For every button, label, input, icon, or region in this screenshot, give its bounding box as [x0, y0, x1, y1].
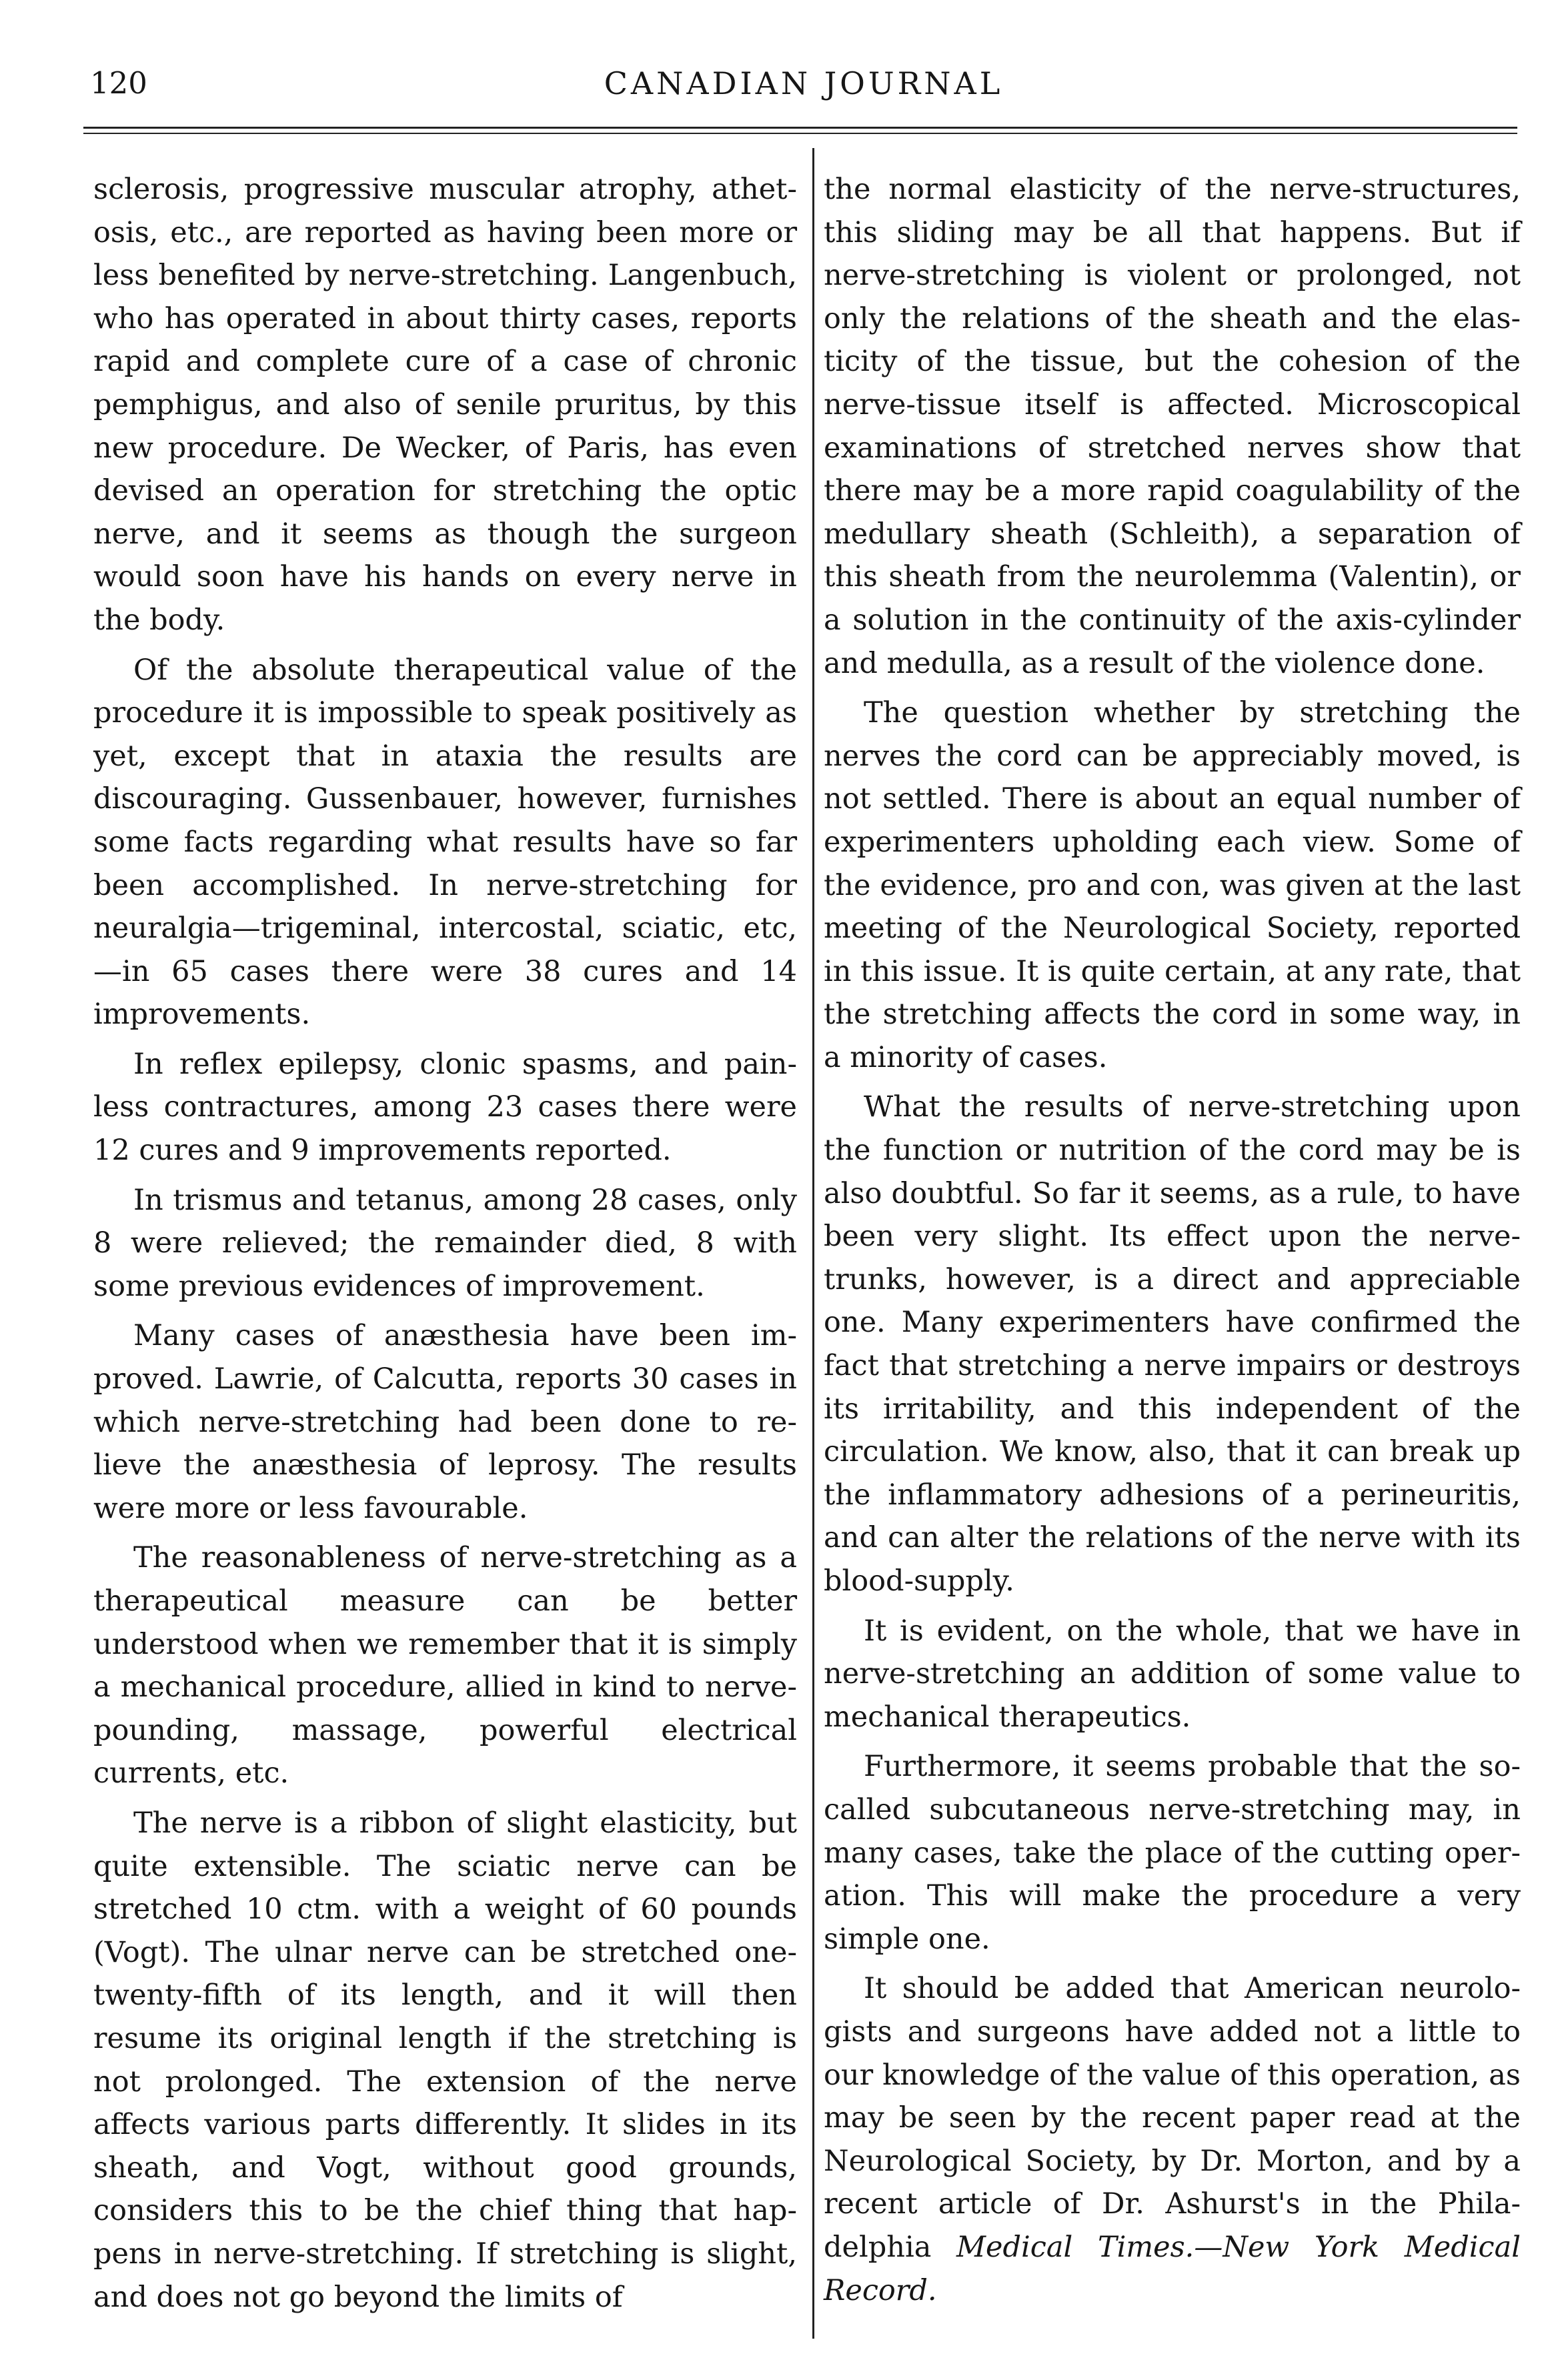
paragraph: The question whether by stretching the nerves the cord can be appreciably moved, is not settled. There is about an equal number of experimenters upholding each view. Some of the evidence, pro and con, was given at the last meeting of the Neurological Society, reported in this issue. It is quite certain, at any rate, that the stretching affects the cord in some way, in a minority of cases.	[824, 696, 1521, 1074]
paragraph: Of the absolute therapeutical value of the procedure it is impossible to speak positively as yet, except that in ataxia the results are discouraging. Gussenbauer, however, furnishes some facts regarding what results have so far been accomplished. In nerve-stretching for neuralgia—trigeminal, intercostal, sciatic, etc,—in 65 cases there were 38 cures and 14 improvements.	[93, 653, 797, 1032]
running-title: CANADIAN JOURNAL	[604, 65, 1004, 101]
column-divider	[812, 148, 814, 2339]
paragraph: Furthermore, it seems probable that the so-called subcutaneous nerve-stretching may, in many cases, take the place of the cutting operation. This will make the procedure a very simple one.	[824, 1750, 1521, 1956]
paragraph: In reflex epilepsy, clonic spasms, and painless contractures, among 23 cases there were 12 cures and 9 improvements reported.	[93, 1047, 797, 1168]
paragraph: the normal elasticity of the nerve-structures, this sliding may be all that happens. But if nerve-stretching is violent or prolonged, not only the relations of the sheath and the elasticity of the tissue, but the cohesion of the nerve-tissue itself is affected. Microscopical examinations of stretched nerves show that there may be a more rapid coagulability of the medullary sheath (Schleith), a separation of this sheath from the neurolemma (Valentin), or a solution in the continuity of the axis-cylinder and medulla, as a result of the violence done.	[824, 173, 1521, 680]
closing-paragraph-text: It should be added that American neurologists and surgeons have added not a little to our knowledge of the value of this operation, as may be seen by the recent paper read at the Neurological Society, by Dr. Morton, and by a recent article of Dr. Ashurst's in the Philadelphia	[824, 1972, 1521, 2264]
page-header	[83, 63, 1524, 110]
closing-paragraph	[824, 1967, 1521, 2312]
paragraph: It is evident, on the whole, that we have in nerve-stretching an addition of some value to mechanical therapeutics.	[824, 1614, 1521, 1734]
paragraph: The reasonableness of nerve-stretching as a therapeutical measure can be better understood when we remember that it is simply a mechanical procedure, allied in kind to nerve-pounding, massage, powerful electrical currents, etc.	[93, 1541, 797, 1791]
right-column	[824, 168, 1521, 2312]
cited-journals: Medical Times.—New York Medical Record.	[824, 2230, 1521, 2307]
header-rule	[83, 127, 1517, 134]
page-number: 120	[90, 65, 147, 101]
paragraph: Many cases of anæsthesia have been improved. Lawrie, of Calcutta, reports 30 cases in which nerve-stretching had been done to relieve the anæsthesia of leprosy. The results were more or less favourable.	[93, 1319, 797, 1525]
paragraph: The nerve is a ribbon of slight elasticity, but quite extensible. The sciatic nerve can be stretched 10 ctm. with a weight of 60 pounds (Vogt). The ulnar nerve can be stretched one-twenty-fifth of its length, and it will then resume its original length if the stretching is not prolonged. The extension of the nerve affects various parts differently. It slides in its sheath, and Vogt, without good grounds, considers this to be the chief thing that happens in nerve-stretching. If stretching is slight, and does not go beyond the limits of	[93, 1806, 797, 2314]
paragraph: sclerosis, progressive muscular atrophy, athetosis, etc., are reported as having been more or less benefited by nerve-stretching. Langenbuch, who has operated in about thirty cases, reports rapid and complete cure of a case of chronic pemphigus, and also of senile pruritus, by this new procedure. De Wecker, of Paris, has even devised an operation for stretching the optic nerve, and it seems as though the surgeon would soon have his hands on every nerve in the body.	[93, 173, 797, 637]
paragraph: In trismus and tetanus, among 28 cases, only 8 were relieved; the remainder died, 8 with some previous evidences of improvement.	[93, 1183, 797, 1303]
left-column	[93, 168, 797, 2319]
paragraph: What the results of nerve-stretching upon the function or nutrition of the cord may be is also doubtful. So far it seems, as a rule, to have been very slight. Its effect upon the nerve-trunks, however, is a direct and appreciable one. Many experimenters have confirmed the fact that stretching a nerve impairs or destroys its irritability, and this independent of the circulation. We know, also, that it can break up the inflammatory adhesions of a perineuritis, and can alter the relations of the nerve with its blood-supply.	[824, 1090, 1521, 1598]
